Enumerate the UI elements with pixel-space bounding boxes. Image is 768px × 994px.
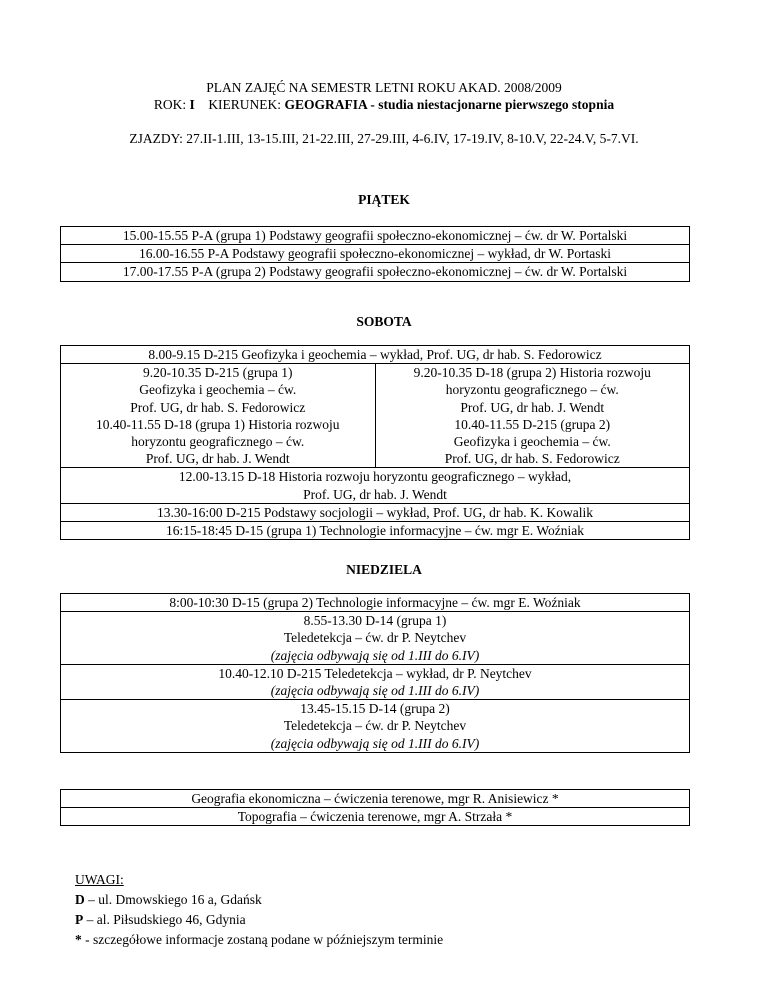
niedziela-row xyxy=(61,700,690,753)
sobota-block-right xyxy=(375,364,690,468)
block-line: 10.40-11.55 D-215 (grupa 2) xyxy=(454,416,611,432)
piatek-row: 16.00-16.55 P-A Podstawy geografii społeczno-ekonomicznej – wykład, dr W. Portaski xyxy=(61,245,690,263)
block-line: horyzontu geograficznego – ćw. xyxy=(131,434,305,450)
sobota-table xyxy=(60,345,690,540)
block-line: Prof. UG, dr hab. S. Fedorowicz xyxy=(130,399,306,415)
niedziela-row xyxy=(61,612,690,665)
row-note: (zajęcia odbywają się od 1.III do 6.IV) xyxy=(270,683,480,699)
uwagi-title: UWAGI: xyxy=(75,872,124,887)
row-line: 13.45-15.15 D-14 (grupa 2) xyxy=(300,701,450,717)
terenowe-row: Geografia ekonomiczna – ćwiczenia terenowe, mgr R. Anisiewicz * xyxy=(61,790,690,808)
block-line: Geofizyka i geochemia – ćw. xyxy=(139,382,297,398)
block-line: Prof. UG, dr hab. S. Fedorowicz xyxy=(444,451,620,467)
kierunek-value: GEOGRAFIA xyxy=(284,97,367,112)
terenowe-row: Topografia – ćwiczenia terenowe, mgr A. Strzała * xyxy=(61,808,690,826)
zjazdy-line: ZJAZDY: 27.II-1.III, 13-15.III, 21-22.III, 27-29.III, 4-6.IV, 17-19.IV, 8-10.V, 22-24.V, 5-7.VI. xyxy=(129,131,639,146)
page-title: PLAN ZAJĘĆ NA SEMESTR LETNI ROKU AKAD. 2008/2009 xyxy=(206,80,562,95)
section-title-sobota: SOBOTA xyxy=(356,314,412,329)
block-line: 10.40-11.55 D-18 (grupa 1) Historia rozwoju xyxy=(95,416,340,432)
uwagi-text: – al. Piłsudskiego 46, Gdynia xyxy=(83,912,246,927)
uwagi-text: – ul. Dmowskiego 16 a, Gdańsk xyxy=(84,892,262,907)
block-line: 9.20-10.35 D-18 (grupa 2) Historia rozwoju xyxy=(413,365,651,381)
program-line xyxy=(0,96,768,113)
terenowe-table xyxy=(60,789,690,826)
sobota-row: 8.00-9.15 D-215 Geofizyka i geochemia – wykład, Prof. UG, dr hab. S. Fedorowicz xyxy=(61,346,690,364)
kierunek-label: KIERUNEK: xyxy=(208,97,285,112)
uwagi-key: P xyxy=(75,912,84,927)
uwagi-key: * xyxy=(75,932,82,947)
piatek-row: 17.00-17.55 P-A (grupa 2) Podstawy geografii społeczno-ekonomicznej – ćw. dr W. Portalski xyxy=(61,263,690,281)
row-line: Teledetekcja – ćw. dr P. Neytchev xyxy=(283,630,467,646)
row-line: Teledetekcja – ćw. dr P. Neytchev xyxy=(283,718,467,734)
rok-value: I xyxy=(189,97,195,112)
block-line: Prof. UG, dr hab. J. Wendt xyxy=(145,451,290,467)
section-title-piatek: PIĄTEK xyxy=(358,192,410,207)
piatek-table xyxy=(60,226,690,282)
block-line: Geofizyka i geochemia – ćw. xyxy=(453,434,611,450)
niedziela-row xyxy=(61,664,690,699)
uwagi-line-star xyxy=(75,930,443,950)
row-note: (zajęcia odbywają się od 1.III do 6.IV) xyxy=(270,735,480,751)
row-line: 8.55-13.30 D-14 (grupa 1) xyxy=(303,613,447,629)
uwagi-notes xyxy=(75,870,443,950)
sobota-row: 16:15-18:45 D-15 (grupa 1) Technologie informacyjne – ćw. mgr E. Woźniak xyxy=(61,522,690,540)
uwagi-text: - szczegółowe informacje zostaną podane w późniejszym terminie xyxy=(81,932,444,947)
block-line: Prof. UG, dr hab. J. Wendt xyxy=(460,399,605,415)
study-type: - studia niestacjonarne pierwszego stopnia xyxy=(366,97,615,112)
piatek-row: 15.00-15.55 P-A (grupa 1) Podstawy geografii społeczno-ekonomicznej – ćw. dr W. Portalski xyxy=(61,227,690,245)
section-title-niedziela: NIEDZIELA xyxy=(346,562,422,577)
sobota-row xyxy=(61,468,690,503)
row-note: (zajęcia odbywają się od 1.III do 6.IV) xyxy=(270,647,480,663)
row-line: 10.40-12.10 D-215 Teledetekcja – wykład, dr P. Neytchev xyxy=(218,665,532,681)
sobota-row: 13.30-16:00 D-215 Podstawy socjologii – wykład, Prof. UG, dr hab. K. Kowalik xyxy=(61,503,690,521)
block-line: 9.20-10.35 D-215 (grupa 1) xyxy=(142,365,293,381)
rok-label: ROK: xyxy=(153,97,190,112)
niedziela-table xyxy=(60,593,690,753)
row-line: Prof. UG, dr hab. J. Wendt xyxy=(303,486,447,502)
niedziela-row: 8:00-10:30 D-15 (grupa 2) Technologie informacyjne – ćw. mgr E. Woźniak xyxy=(61,594,690,612)
sobota-block-left xyxy=(61,364,376,468)
block-line: horyzontu geograficznego – ćw. xyxy=(445,382,619,398)
uwagi-line-p xyxy=(75,910,443,930)
uwagi-key: D xyxy=(75,892,85,907)
uwagi-line-d xyxy=(75,890,443,910)
row-line: 12.00-13.15 D-18 Historia rozwoju horyzontu geograficznego – wykład, xyxy=(178,469,572,485)
